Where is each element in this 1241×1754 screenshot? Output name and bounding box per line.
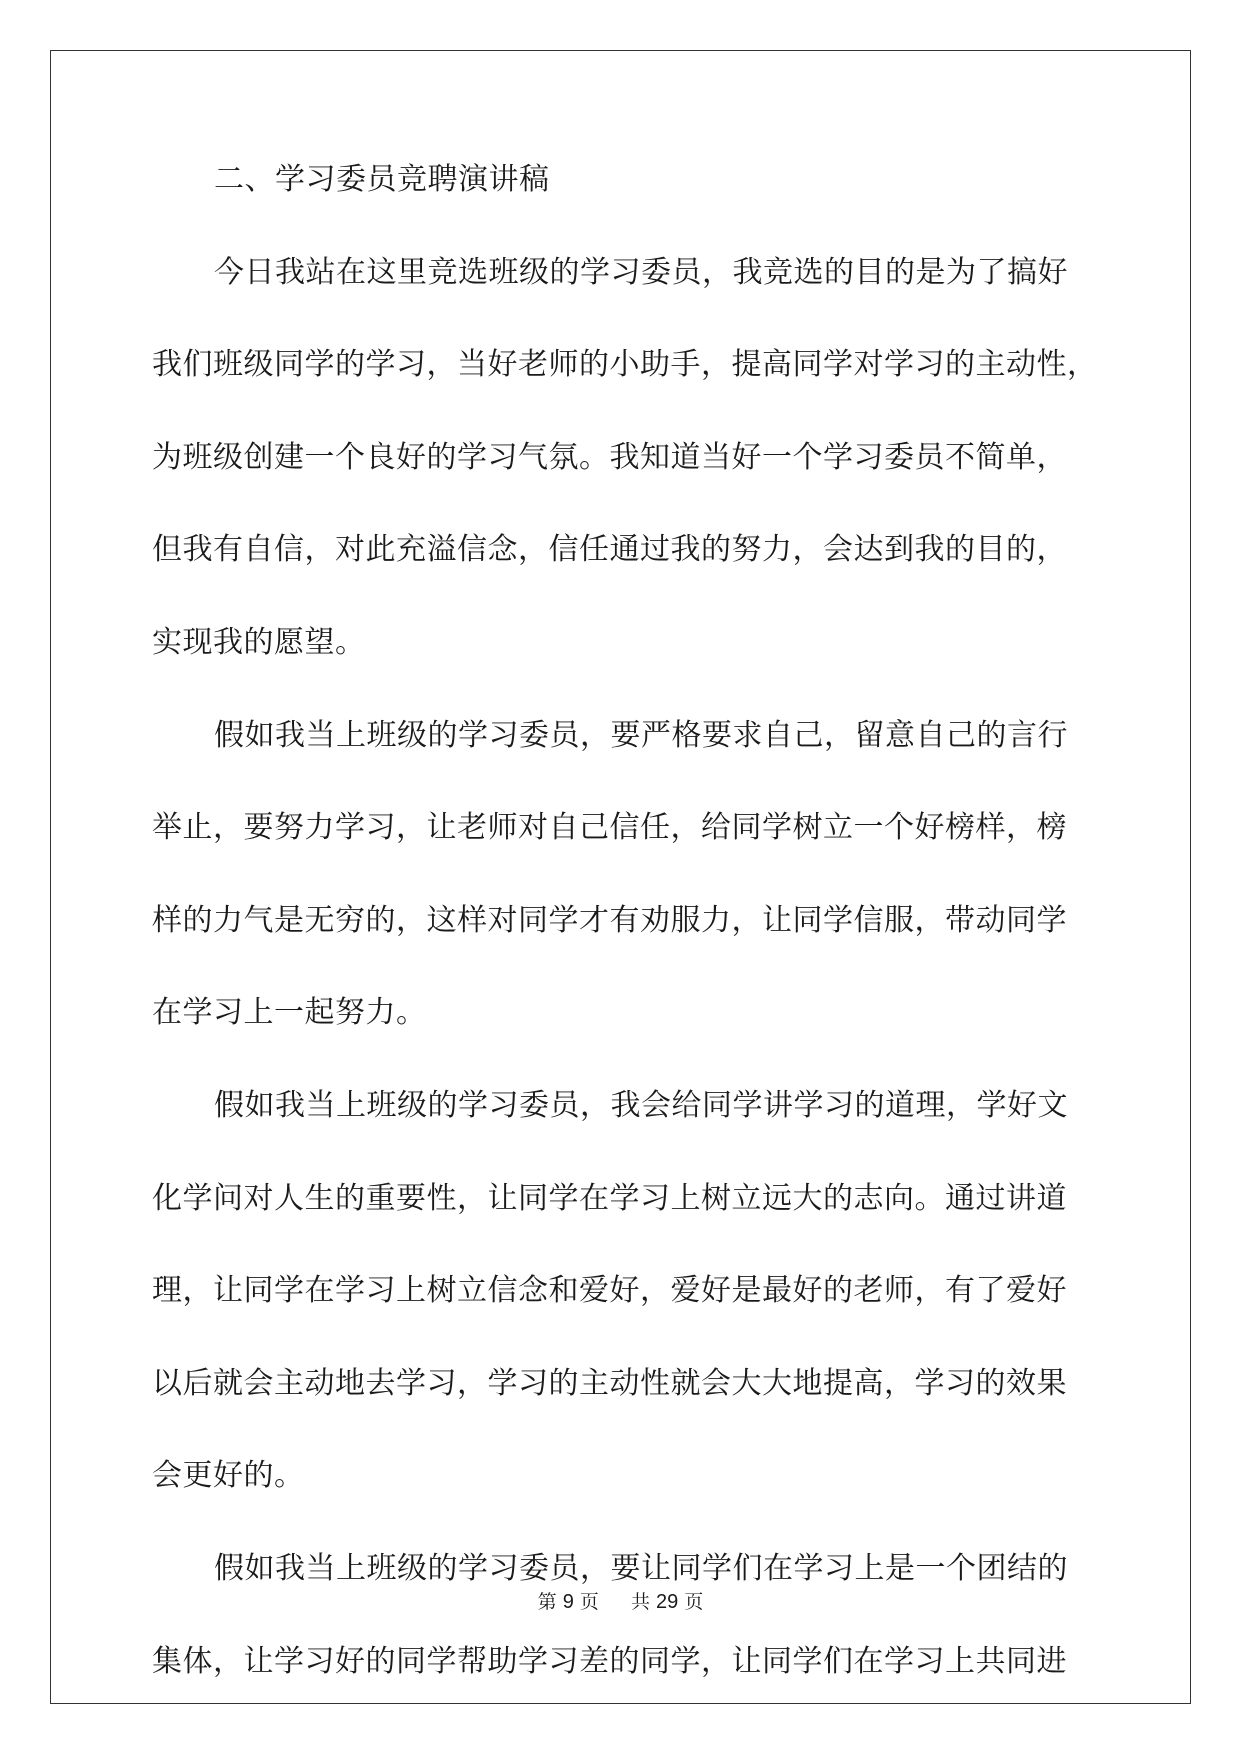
document-body [152, 160, 1112, 1734]
paragraph-line: 在学习上一起努力。 [152, 995, 427, 1031]
paragraph-line: 举止，要努力学习，让老师对自己信任，给同学树立一个好榜样，榜 [152, 810, 1067, 846]
page-number: 9 [562, 1591, 574, 1613]
page-suffix: 页 [579, 1591, 599, 1613]
paragraph-line: 以后就会主动地去学习，学习的主动性就会大大地提高，学习的效果 [152, 1365, 1067, 1401]
paragraph-line: 但我有自信，对此充溢信念，信任通过我的努力，会达到我的目的， [152, 532, 1067, 568]
paragraph-line: 假如我当上班级的学习委员，要让同学们在学习上是一个团结的 [214, 1550, 1068, 1586]
paragraph-line: 化学问对人生的重要性，让同学在学习上树立远大的志向。通过讲道 [152, 1180, 1067, 1216]
paragraph-line: 理，让同学在学习上树立信念和爱好，爱好是最好的老师，有了爱好 [152, 1273, 1067, 1309]
paragraph-line: 会更好的。 [152, 1458, 305, 1494]
paragraph-line: 实现我的愿望。 [152, 624, 366, 660]
total-suffix: 页 [684, 1591, 704, 1613]
paragraph-line: 集体，让学习好的同学帮助学习差的同学，让同学们在学习上共同进 [152, 1643, 1067, 1679]
page-footer [0, 1590, 1241, 1614]
paragraph-line: 假如我当上班级的学习委员，要严格要求自己，留意自己的言行 [214, 717, 1068, 753]
paragraph-line: 为班级创建一个良好的学习气氛。我知道当好一个学习委员不简单， [152, 439, 1067, 475]
section-heading: 二、学习委员竞聘演讲稿 [214, 162, 550, 197]
paragraph-line: 假如我当上班级的学习委员，我会给同学讲学习的道理，学好文 [214, 1087, 1068, 1123]
page-prefix: 第 [537, 1591, 557, 1613]
paragraph-line: 我们班级同学的学习，当好老师的小助手，提高同学对学习的主动性， [152, 347, 1098, 383]
total-pages: 29 [656, 1591, 679, 1613]
paragraph-line: 样的力气是无穷的，这样对同学才有劝服力，让同学信服，带动同学 [152, 902, 1067, 938]
total-prefix: 共 [630, 1591, 650, 1613]
paragraph-line: 今日我站在这里竞选班级的学习委员，我竞选的目的是为了搞好 [214, 254, 1068, 290]
